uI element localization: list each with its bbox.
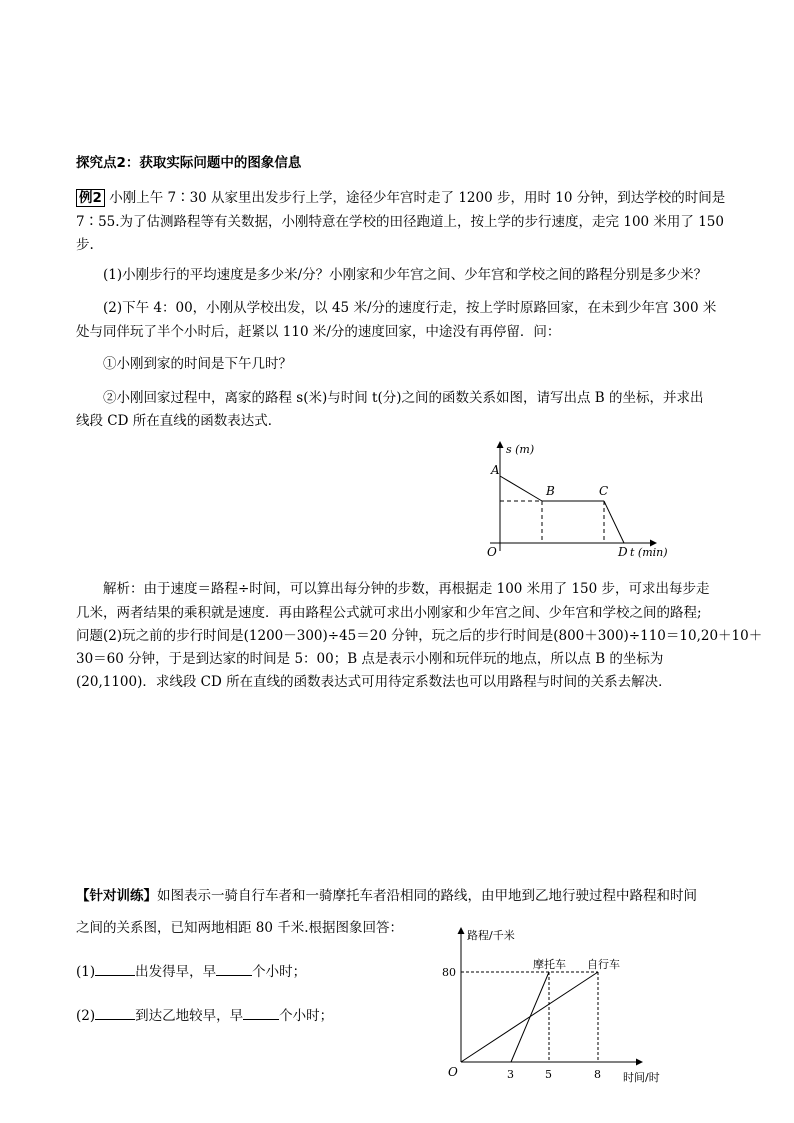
- answer-blank-4[interactable]: [243, 1007, 279, 1020]
- analysis-line-1: 解析：由于速度＝路程÷时间，可以算出每分钟的步数，再根据走 100 米用了 150 步，可求出每步走: [103, 581, 710, 597]
- motorcycle-line: [511, 972, 549, 1062]
- section-title: 探究点2：获取实际问题中的图象信息: [76, 155, 302, 171]
- analysis-line-4: 30＝60 分钟，于是到达家的时间是 5：00；B 点是表示小刚和玩伴玩的地点，所以点 B 的坐标为: [76, 651, 664, 667]
- x-axis-label: t (min): [630, 546, 668, 559]
- practice-q2-number: (2): [76, 1008, 96, 1024]
- answer-blank-1[interactable]: [95, 963, 135, 976]
- segment-cd: [604, 501, 624, 543]
- bicycle-label: 自行车: [587, 958, 620, 971]
- answer-blank-3[interactable]: [95, 1007, 135, 1020]
- analysis-line-5: (20,1100)．求线段 CD 所在直线的函数表达式可用待定系数法也可以用路程与时间的关系去解决．: [76, 674, 672, 690]
- example-tag: 例2: [76, 189, 105, 207]
- distance-time-graph: [478, 438, 688, 562]
- motorcycle-label: 摩托车: [533, 958, 566, 971]
- practice-q1-tail: 个小时；: [252, 964, 307, 980]
- practice-line-2: 之间的关系图，已知两地相距 80 千米.根据图象回答：: [76, 920, 404, 936]
- practice-q1-number: (1): [76, 964, 96, 980]
- y-tick-80: 80: [442, 966, 456, 979]
- answer-blank-2[interactable]: [216, 963, 252, 976]
- example-text-1: 小刚上午 7∶30 从家里出发步行上学，途径少年宫时走了 1200 步，用时 10 分钟，到达学校的时间是: [109, 190, 726, 206]
- question-1: (1)小刚步行的平均速度是多少米/分？小刚家和少年宫之间、少年宫和学校之间的路程分别是多少米？: [103, 267, 708, 283]
- practice-q1-text: 出发得早，早: [135, 964, 217, 980]
- x-tick-8: 8: [594, 1068, 601, 1081]
- x-tick-5: 5: [545, 1068, 552, 1081]
- point-c-label: C: [599, 484, 609, 498]
- y-axis-label: s (m): [506, 443, 535, 456]
- question-2-line-1: (2)下午 4：00，小刚从学校出发，以 45 米/分的速度行走，按上学时原路回家，在未到少年宫 300 米: [103, 300, 717, 316]
- point-d-label: D: [618, 545, 628, 559]
- question-2-sub-2-line-2: 线段 CD 所在直线的函数表达式．: [76, 413, 282, 429]
- practice-text-1: 如图表示一骑自行车者和一骑摩托车者沿相同的路线，由甲地到乙地行驶过程中路程和时间: [157, 888, 697, 904]
- origin-label: O: [448, 1065, 458, 1079]
- y-axis-label: 路程/千米: [467, 929, 515, 942]
- x-tick-3: 3: [507, 1068, 514, 1081]
- point-b-label: B: [546, 484, 555, 498]
- analysis-line-2: 几米，两者结果的乘积就是速度．再由路程公式就可求出小刚家和少年宫之间、少年宫和学校之间的路程;: [76, 605, 702, 621]
- x-axis-label: 时间/时: [623, 1071, 660, 1084]
- analysis-line-3: 问题(2)玩之前的步行时间是(1200－300)÷45＝20 分钟，玩之后的步行时间是(800＋300)÷110＝10,20＋10＋: [76, 628, 763, 644]
- practice-line-1: [76, 886, 726, 906]
- practice-q2-tail: 个小时；: [279, 1008, 334, 1024]
- practice-q2-text: 到达乙地较早，早: [135, 1008, 244, 1024]
- question-2-sub-2-line-1: ②小刚回家过程中，离家的路程 s(米)与时间 t(分)之间的函数关系如图，请写出点 B 的坐标，并求出: [103, 390, 704, 406]
- segment-ab: [500, 476, 542, 501]
- question-2-line-2: 处与同伴玩了半个小时后，赶紧以 110 米/分的速度回家，中途没有再停留．问：: [76, 324, 561, 340]
- practice-tag: 【针对训练】: [76, 888, 157, 904]
- origin-label: O: [487, 545, 497, 559]
- point-a-label: A: [491, 463, 500, 477]
- question-2-sub-1: ①小刚到家的时间是下午几时？: [103, 356, 292, 372]
- travel-graph: [440, 924, 676, 1086]
- example-line-3: 步.: [76, 237, 94, 253]
- example-line-1: [76, 188, 726, 208]
- example-line-2: 7∶55.为了估测路程等有关数据，小刚特意在学校的田径跑道上，按上学的步行速度，走完 100 米用了 150: [76, 214, 724, 230]
